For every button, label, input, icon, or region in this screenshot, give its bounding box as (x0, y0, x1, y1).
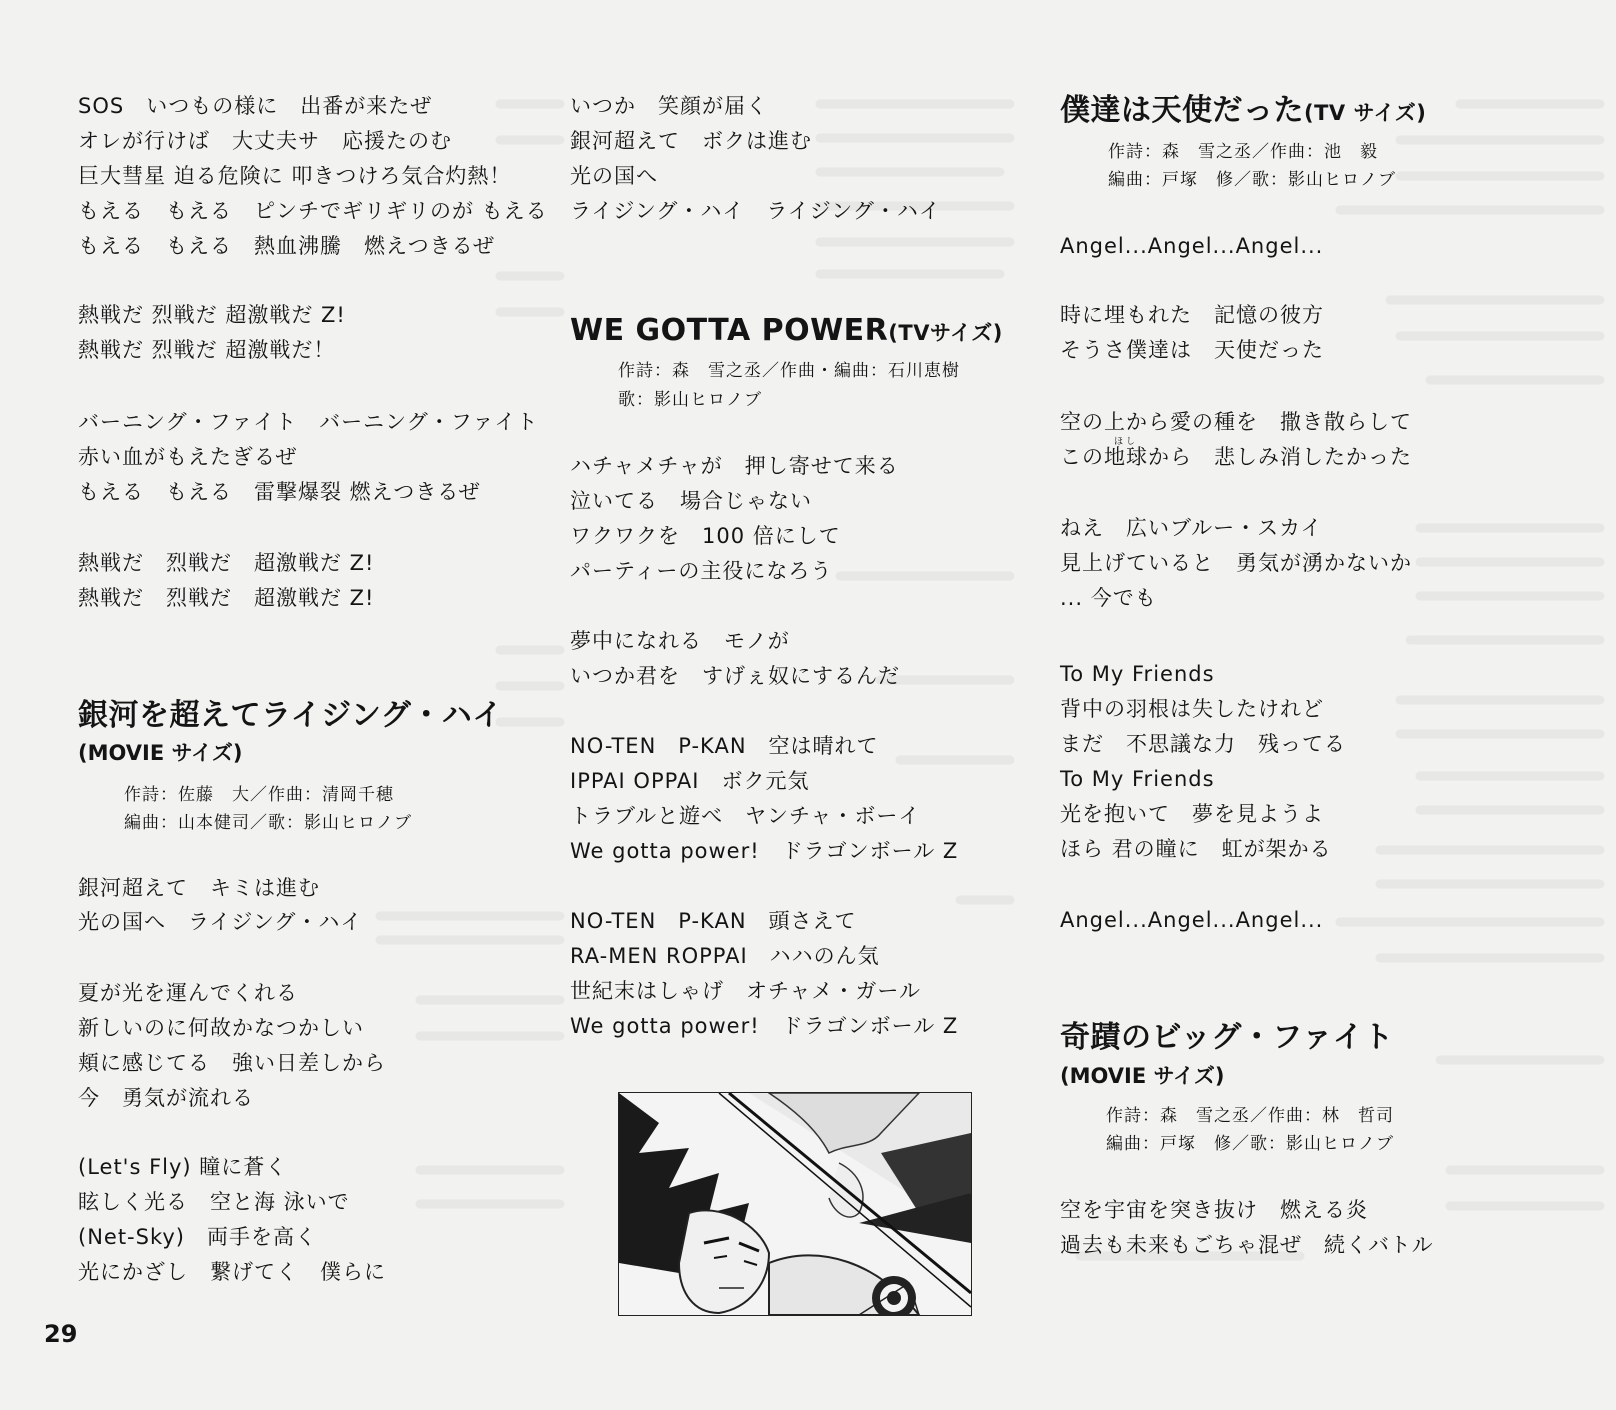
ruby-annotation: ほし (1114, 437, 1139, 447)
song-credit: 作詩：森 雪之丞／作曲：林 哲司 (1106, 1106, 1394, 1126)
lyric-line: 空の上から愛の種を 撒き散らして (1060, 410, 1412, 434)
lyric-line: 空を宇宙を突き抜け 燃える炎 (1060, 1198, 1368, 1222)
lyric-line: 頬に感じてる 強い日差しから (78, 1051, 386, 1075)
lyric-line: 時に埋もれた 記憶の彼方 (1060, 303, 1324, 327)
lyric-line: 光を抱いて 夢を見ようよ (1060, 802, 1324, 826)
lyric-line: 赤い血がもえたぎるぜ (78, 445, 298, 469)
lyric-line: 新しいのに何故かなつかしい (78, 1016, 364, 1040)
lyric-line: 今 勇気が流れる (78, 1086, 254, 1110)
lyric-line: トラブルと遊べ ヤンチャ・ボーイ (570, 804, 921, 828)
song-title: 銀河を超えてライジング・ハイ (78, 698, 503, 733)
lyric-line: Angel...Angel...Angel... (1060, 234, 1324, 258)
lyric-line: ほら 君の瞳に 虹が架かる (1060, 837, 1332, 861)
lyric-line: 熱戦だ 烈戦だ 超激戦だ！ (78, 338, 336, 362)
lyric-line: ねえ 広いブルー・スカイ (1060, 516, 1323, 540)
lyric-line: オレが行けば 大丈夫サ 応援たのむ (78, 129, 452, 153)
lyric-line: RA-MEN ROPPAI ハハのん気 (570, 944, 880, 968)
anime-screenshot-image (618, 1092, 972, 1316)
lyric-line: 銀河超えて キミは進む (78, 876, 320, 900)
song-title: 奇蹟のビッグ・ファイト (1060, 1020, 1394, 1055)
song-subtitle: (MOVIE サイズ) (1060, 1064, 1225, 1088)
lyric-line: もえる もえる 熱血沸騰 燃えつきるぜ (78, 234, 495, 258)
lyric-line: Angel...Angel...Angel... (1060, 908, 1324, 932)
song-title-text: 僕達は天使だった (1060, 93, 1304, 128)
lyric-line: IPPAI OPPAI ボク元気 (570, 769, 810, 793)
lyric-line: We gotta power! ドラゴンボール Z (570, 1014, 959, 1038)
lyric-line: ... 今でも (1060, 586, 1157, 610)
page-number: 29 (44, 1320, 78, 1348)
lyric-line: 熱戦だ 烈戦だ 超激戦だ Z! (78, 586, 375, 610)
lyric-line: そうさ僕達は 天使だった (1060, 338, 1324, 362)
song-title-suffix: (TVサイズ) (888, 321, 1003, 345)
lyric-line: 光の国へ (570, 164, 658, 188)
lyric-line: (Net-Sky) 両手を高く (78, 1225, 317, 1249)
lyric-line: ライジング・ハイ ライジング・ハイ (570, 199, 941, 223)
lyric-line: 泣いてる 場合じゃない (570, 489, 812, 513)
lyric-line: To My Friends (1060, 662, 1215, 686)
lyric-line: 夢中になれる モノが (570, 629, 790, 653)
lyric-line: We gotta power! ドラゴンボール Z (570, 839, 959, 863)
lyric-line: 世紀末はしゃげ オチャメ・ガール (570, 979, 921, 1003)
lyric-line: 熱戦だ 烈戦だ 超激戦だ Z! (78, 303, 346, 327)
lyric-line: バーニング・ファイト バーニング・ファイト (78, 410, 539, 434)
lyric-line: いつか 笑顔が届く (570, 94, 768, 118)
song-credit: 編曲：戸塚 修／歌：影山ヒロノブ (1106, 1134, 1394, 1154)
lyric-line: パーティーの主役になろう (570, 559, 833, 583)
lyric-line: まだ 不思議な力 残ってる (1060, 732, 1346, 756)
lyric-line: もえる もえる 雷撃爆裂 燃えつきるぜ (78, 480, 481, 504)
lyric-line: 背中の羽根は失したけれど (1060, 697, 1324, 721)
lyric-line: 夏が光を運んでくれる (78, 981, 298, 1005)
song-title (570, 313, 1003, 351)
lyric-line: ハチャメチャが 押し寄せて来る (570, 454, 899, 478)
anime-screenshot-drawing (619, 1093, 971, 1315)
song-credit: 作詩：森 雪之丞／作曲：池 毅 (1108, 142, 1378, 162)
lyric-line: 熱戦だ 烈戦だ 超激戦だ Z! (78, 551, 375, 575)
lyric-line: 過去も未来もごちゃ混ぜ 続くバトル (1060, 1233, 1434, 1257)
lyric-line: NO-TEN P-KAN 頭さえて (570, 909, 857, 933)
lyric-line: もえる もえる ピンチでギリギリのが もえる (78, 199, 548, 223)
song-title (1060, 93, 1426, 131)
song-credit: 歌：影山ヒロノブ (618, 390, 762, 410)
lyric-line: 見上げていると 勇気が湧かないか (1060, 551, 1412, 575)
song-subtitle: (MOVIE サイズ) (78, 741, 243, 765)
lyric-line: To My Friends (1060, 767, 1215, 791)
lyric-line: NO-TEN P-KAN 空は晴れて (570, 734, 879, 758)
lyric-line: 光にかざし 繋げてく 僕らに (78, 1260, 386, 1284)
lyric-line: 光の国へ ライジング・ハイ (78, 910, 363, 934)
lyric-line: 銀河超えて ボクは進む (570, 129, 812, 153)
song-title-suffix: (TV サイズ) (1304, 101, 1427, 125)
song-credit: 編曲：山本健司／歌：影山ヒロノブ (124, 813, 412, 833)
lyric-line: この地球から 悲しみ消したかった (1060, 445, 1412, 469)
lyric-line: いつか君を すげぇ奴にするんだ (570, 664, 900, 688)
lyric-line: SOS いつもの様に 出番が来たぜ (78, 94, 433, 118)
lyric-line: 巨大彗星 迫る危険に 叩きつけろ気合灼熱！ (78, 164, 512, 188)
song-credit: 作詩：佐藤 大／作曲：清岡千穂 (124, 785, 394, 805)
lyric-line: 眩しく光る 空と海 泳いで (78, 1190, 350, 1214)
lyric-line: ワクワクを 100 倍にして (570, 524, 841, 548)
song-credit: 作詩：森 雪之丞／作曲・編曲：石川恵樹 (618, 361, 960, 381)
song-title-text: WE GOTTA POWER (570, 313, 889, 348)
song-credit: 編曲：戸塚 修／歌：影山ヒロノブ (1108, 170, 1396, 190)
lyric-line: (Let's Fly) 瞳に蒼く (78, 1155, 288, 1179)
